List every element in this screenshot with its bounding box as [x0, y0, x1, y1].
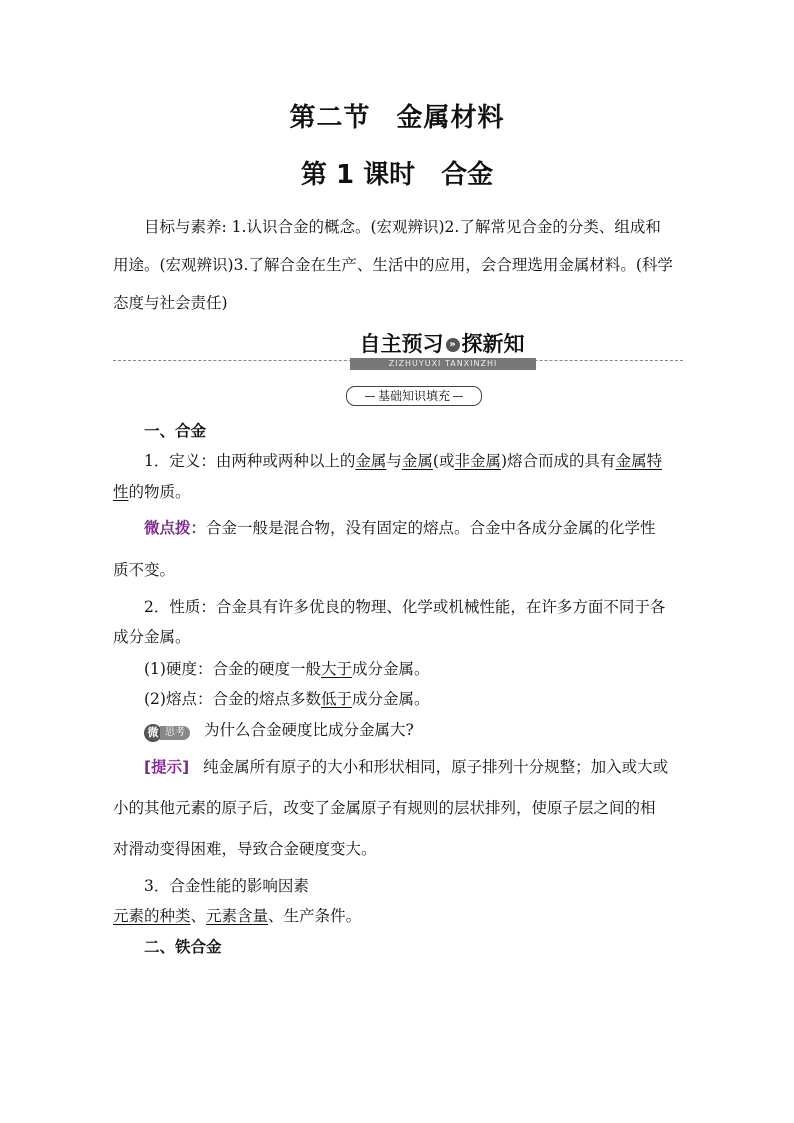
blank-nonmetal: 非金属	[454, 452, 501, 470]
tip-line-1: 微点拨：合金一般是混合物，没有固定的熔点。合金中各成分金属的化学性	[144, 519, 656, 537]
pill-label: 基础知识填充	[377, 389, 450, 403]
subsection-pill	[346, 386, 482, 406]
section-number: 第二节	[289, 103, 371, 133]
pill-dash-right	[453, 396, 463, 397]
hardness-line: (1)硬度：合金的硬度一般大于成分金属。	[144, 660, 430, 678]
heading-iron-alloy: 二、铁合金	[144, 938, 222, 956]
definition-line-1: 1．定义：由两种或两种以上的金属与金属(或非金属)熔合而成的具有金属特	[144, 452, 663, 470]
blank-lower: 低于	[320, 690, 352, 708]
banner-right-text: 探新知	[461, 332, 525, 356]
learning-goals	[113, 208, 683, 322]
property-line-1: 2．性质：合金具有许多优良的物理、化学或机械性能，在许多方面不同于各	[144, 598, 666, 616]
goals-line-2: 用途。(宏观辨识)3.了解合金在生产、生活中的应用，会合理选用金属材料。(科学	[113, 256, 673, 274]
melting-line: (2)熔点：合金的熔点多数低于成分金属。	[144, 690, 430, 708]
lesson-number: 第 1 课时	[300, 160, 416, 190]
hint-label: [提示]	[144, 758, 190, 776]
banner-pinyin: ZIZHUYUXI TANXINZHI	[350, 358, 536, 370]
think-tag: 思考	[160, 726, 190, 740]
hint-line-3: 对滑动变得困难，导致合金硬度变大。	[113, 840, 377, 858]
factor-title: 3．合金性能的影响因素	[144, 877, 309, 895]
section-title	[0, 97, 794, 134]
banner-left-text: 自主预习	[359, 332, 444, 356]
blank-element-content: 元素含量	[206, 907, 269, 925]
blank-element-type: 元素的种类	[113, 907, 191, 925]
property-line-2: 成分金属。	[113, 628, 191, 646]
definition-line-2: 性的物质。	[113, 483, 191, 501]
hint-line-1: [提示] 纯金属所有原子的大小和形状相同，原子排列十分规整；加入或大或	[144, 758, 669, 776]
goals-line-3: 态度与社会责任)	[113, 294, 228, 312]
micro-circle-icon: 微	[144, 724, 162, 742]
goals-line-1: 目标与素养: 1.认识合金的概念。(宏观辨识)2.了解常见合金的分类、组成和	[144, 218, 661, 236]
double-arrow-icon: »	[446, 338, 460, 352]
blank-greater: 大于	[320, 660, 352, 678]
section-banner	[342, 330, 542, 370]
factor-line: 元素的种类、元素含量、生产条件。	[113, 907, 362, 925]
tip-label: 微点拨：	[144, 519, 207, 537]
micro-think-badge	[144, 722, 190, 740]
blank-metal-2: 金属	[401, 452, 433, 470]
blank-metal-1: 金属	[355, 452, 387, 470]
blank-metal-property: 金属特	[615, 452, 663, 470]
think-question: 微 思考 为什么合金硬度比成分金属大?	[144, 720, 414, 740]
section-name: 金属材料	[396, 103, 505, 133]
pill-dash-left	[365, 396, 375, 397]
tip-line-2: 质不变。	[113, 561, 176, 579]
lesson-name: 合金	[441, 160, 494, 190]
hint-line-2: 小的其他元素的原子后，改变了金属原子有规则的层状排列，使原子层之间的相	[113, 799, 656, 817]
lesson-title	[0, 154, 794, 191]
heading-alloy: 一、合金	[144, 422, 207, 440]
